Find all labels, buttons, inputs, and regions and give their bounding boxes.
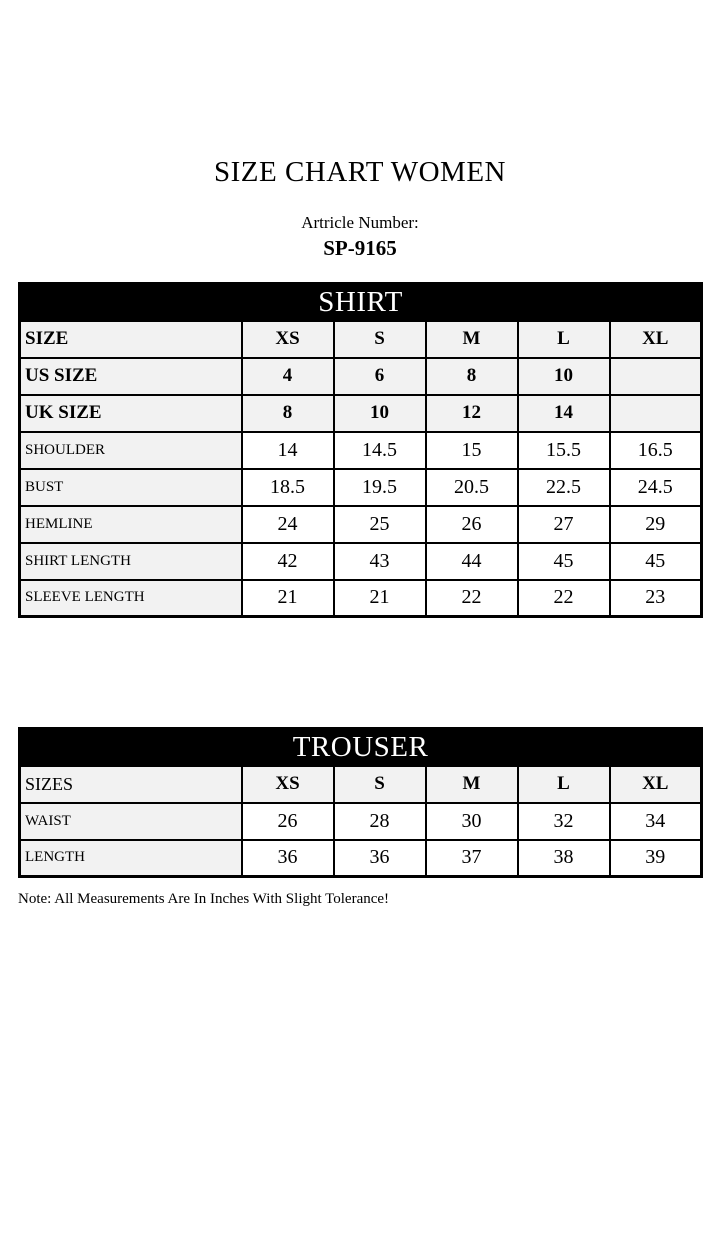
value-cell: 45 [518,543,610,580]
value-cell: 26 [242,803,334,840]
value-cell: 27 [518,506,610,543]
trouser-table-title: TROUSER [20,729,702,766]
value-cell-empty [610,358,702,395]
value-cell: 39 [610,840,702,877]
value-cell: 26 [426,506,518,543]
value-cell: 38 [518,840,610,877]
value-cell: 29 [610,506,702,543]
measurements-note: Note: All Measurements Are In Inches With Slight Tolerance! [18,891,390,907]
size-header-cell: S [334,766,426,803]
size-header-cell: M [426,766,518,803]
value-cell: 8 [426,358,518,395]
value-cell: 14 [518,395,610,432]
value-cell: 37 [426,840,518,877]
value-cell: 34 [610,803,702,840]
value-cell: 15 [426,432,518,469]
value-cell: 24.5 [610,469,702,506]
article-number-value: SP-9165 [323,236,397,260]
value-cell: 10 [334,395,426,432]
value-cell: 43 [334,543,426,580]
value-cell: 25 [334,506,426,543]
page-title: SIZE CHART WOMEN [214,156,506,188]
value-cell: 23 [610,580,702,617]
row-label: LENGTH [20,840,242,877]
size-header-cell: L [518,766,610,803]
shirt-size-row [20,321,702,358]
value-cell: 44 [426,543,518,580]
row-label: UK SIZE [20,395,242,432]
shirt-hemline-row [20,506,702,543]
value-cell: 22 [518,580,610,617]
shirt-bust-row [20,469,702,506]
value-cell: 19.5 [334,469,426,506]
article-number-label: Artricle Number: [301,213,419,232]
size-header-cell: XS [242,321,334,358]
shirt-table-title: SHIRT [20,284,702,321]
value-cell: 15.5 [518,432,610,469]
size-header-cell: XS [242,766,334,803]
value-cell: 32 [518,803,610,840]
trouser-banner-row [20,729,702,766]
value-cell: 45 [610,543,702,580]
value-cell: 21 [334,580,426,617]
size-header-cell: L [518,321,610,358]
value-cell: 10 [518,358,610,395]
size-header-cell: XL [610,321,702,358]
value-cell-empty [610,395,702,432]
shirt-banner-row [20,284,702,321]
row-label: SIZES [20,766,242,803]
size-header-cell: XL [610,766,702,803]
shirt-shoulder-row [20,432,702,469]
value-cell: 18.5 [242,469,334,506]
value-cell: 24 [242,506,334,543]
value-cell: 12 [426,395,518,432]
value-cell: 6 [334,358,426,395]
row-label: US SIZE [20,358,242,395]
row-label: BUST [20,469,242,506]
value-cell: 4 [242,358,334,395]
value-cell: 20.5 [426,469,518,506]
value-cell: 28 [334,803,426,840]
value-cell: 21 [242,580,334,617]
shirt-uk-size-row [20,395,702,432]
value-cell: 22 [426,580,518,617]
row-label: SHIRT LENGTH [20,543,242,580]
value-cell: 22.5 [518,469,610,506]
row-label: SHOULDER [20,432,242,469]
shirt-length-row [20,543,702,580]
size-header-cell: M [426,321,518,358]
value-cell: 16.5 [610,432,702,469]
size-header-cell: S [334,321,426,358]
value-cell: 42 [242,543,334,580]
trouser-waist-row [20,803,702,840]
row-label: SIZE [20,321,242,358]
shirt-size-table [18,282,703,618]
value-cell: 36 [334,840,426,877]
row-label: HEMLINE [20,506,242,543]
value-cell: 14.5 [334,432,426,469]
value-cell: 30 [426,803,518,840]
sleeve-length-row [20,580,702,617]
row-label: WAIST [20,803,242,840]
shirt-us-size-row [20,358,702,395]
trouser-size-table [18,727,703,878]
value-cell: 36 [242,840,334,877]
value-cell: 8 [242,395,334,432]
trouser-sizes-row [20,766,702,803]
trouser-length-row [20,840,702,877]
row-label: SLEEVE LENGTH [20,580,242,617]
value-cell: 14 [242,432,334,469]
